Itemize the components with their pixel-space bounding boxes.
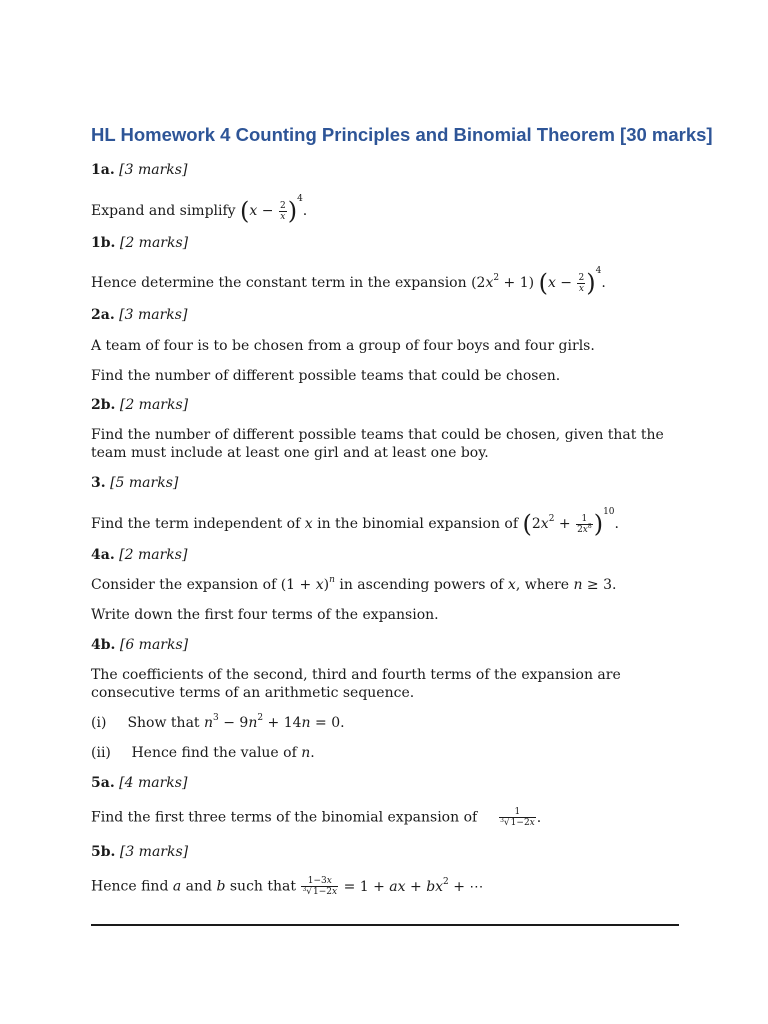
question-1a-header xyxy=(91,161,187,179)
question-label: 4b. xyxy=(91,637,116,653)
question-text: , where xyxy=(515,577,569,593)
question-label: 3. xyxy=(91,475,106,491)
question-4b-text: The coefficients of the second, third and fourth terms of the expansion are consecutive terms of an arithmetic sequence. xyxy=(91,667,621,701)
question-label: 2b. xyxy=(91,397,116,413)
question-4a-header xyxy=(91,546,187,564)
question-5a-header xyxy=(91,774,187,792)
question-5b-text: Hence find a and b such that $\frac{1-3x}{^3√1-2x}$ = 1 + ax + $bx^2$ + ⋯ xyxy=(91,876,484,897)
question-marks: [4 marks] xyxy=(119,775,188,791)
question-text: in the binomial expansion of xyxy=(317,516,519,532)
page-title: HL Homework 4 Counting Principles and Binomial Theorem [30 marks] xyxy=(91,124,713,145)
question-marks: [2 marks] xyxy=(119,397,189,413)
question-text: Show that xyxy=(127,715,200,731)
question-1b-text xyxy=(91,266,606,297)
question-text: in ascending powers of xyxy=(339,577,504,593)
part-label: (ii) xyxy=(91,745,111,761)
question-marks: [3 marks] xyxy=(119,307,188,323)
question-4a-text-2: Write down the first four terms of the expansion. xyxy=(91,607,439,623)
bottom-rule xyxy=(91,924,679,926)
question-text: and xyxy=(185,878,212,895)
question-text: Hence find xyxy=(91,878,169,895)
question-1b-header xyxy=(91,234,188,252)
question-text: Consider the expansion of xyxy=(91,577,277,593)
question-4b-header xyxy=(91,636,188,654)
question-text: Hence determine the constant term in the expansion xyxy=(91,275,467,291)
question-text: Hence find the value of xyxy=(131,745,297,761)
question-label: 1b. xyxy=(91,235,116,251)
question-2b-text: Find the number of different possible teams that could be chosen, given that the team must include at least one girl and at least one boy. xyxy=(91,427,664,461)
question-3-text: Find the term independent of x in the binomial expansion of ($2x^2$ + $\frac{1}{2x^8}$ )$^{10}$. xyxy=(91,507,619,538)
question-text: Find the first three terms of the binomial expansion of xyxy=(91,809,478,826)
math-expression: $\frac{1-3x}{^3√1-2x}$ = 1 + ax + $bx^2$ + ⋯ xyxy=(302,876,484,897)
question-marks: [5 marks] xyxy=(110,475,179,491)
question-4b-part-ii: (ii) Hence find the value of n. xyxy=(91,745,315,761)
question-2a-text-2: Find the number of different possible teams that could be chosen. xyxy=(91,368,561,384)
math-expression: $\frac{1}{^3√1-2x}$ . xyxy=(500,807,542,828)
math-expression: (x − $\frac{2}{x}$ )$^4$. xyxy=(240,194,308,225)
question-marks: [3 marks] xyxy=(119,162,188,178)
question-label: 1a. xyxy=(91,162,115,178)
homework-page xyxy=(91,0,713,1024)
question-marks: [6 marks] xyxy=(119,637,189,653)
math-expression: $(2x^2 + 1) (x$ − $\frac{2}{x}$ )$^4$. xyxy=(471,266,606,297)
question-text: such that xyxy=(229,878,296,895)
question-4a-text-1: Consider the expansion of $(1 + x)^n$ in ascending powers of x, where n ≥ 3. xyxy=(91,575,617,593)
question-2a-header xyxy=(91,306,187,324)
question-marks: [2 marks] xyxy=(119,547,188,563)
question-text: Find the term independent of xyxy=(91,516,301,532)
question-text: Expand and simplify xyxy=(91,203,236,219)
question-5b-header xyxy=(91,843,188,861)
question-label: 5a. xyxy=(91,775,115,791)
question-4b-part-i: (i) Show that $n^3 - 9n^2 + 14n = 0$. xyxy=(91,713,345,731)
question-1a-text xyxy=(91,194,308,225)
question-marks: [3 marks] xyxy=(119,844,189,860)
question-2b-header xyxy=(91,396,188,414)
question-3-header xyxy=(91,474,178,492)
part-label: (i) xyxy=(91,715,107,731)
question-label: 4a. xyxy=(91,547,115,563)
question-2a-text-1: A team of four is to be chosen from a group of four boys and four girls. xyxy=(91,338,595,354)
question-marks: [2 marks] xyxy=(119,235,189,251)
question-5a-text xyxy=(91,807,541,828)
math-expression: ($2x^2$ + $\frac{1}{2x^8}$ )$^{10}$. xyxy=(522,507,619,538)
question-label: 5b. xyxy=(91,844,116,860)
question-label: 2a. xyxy=(91,307,115,323)
